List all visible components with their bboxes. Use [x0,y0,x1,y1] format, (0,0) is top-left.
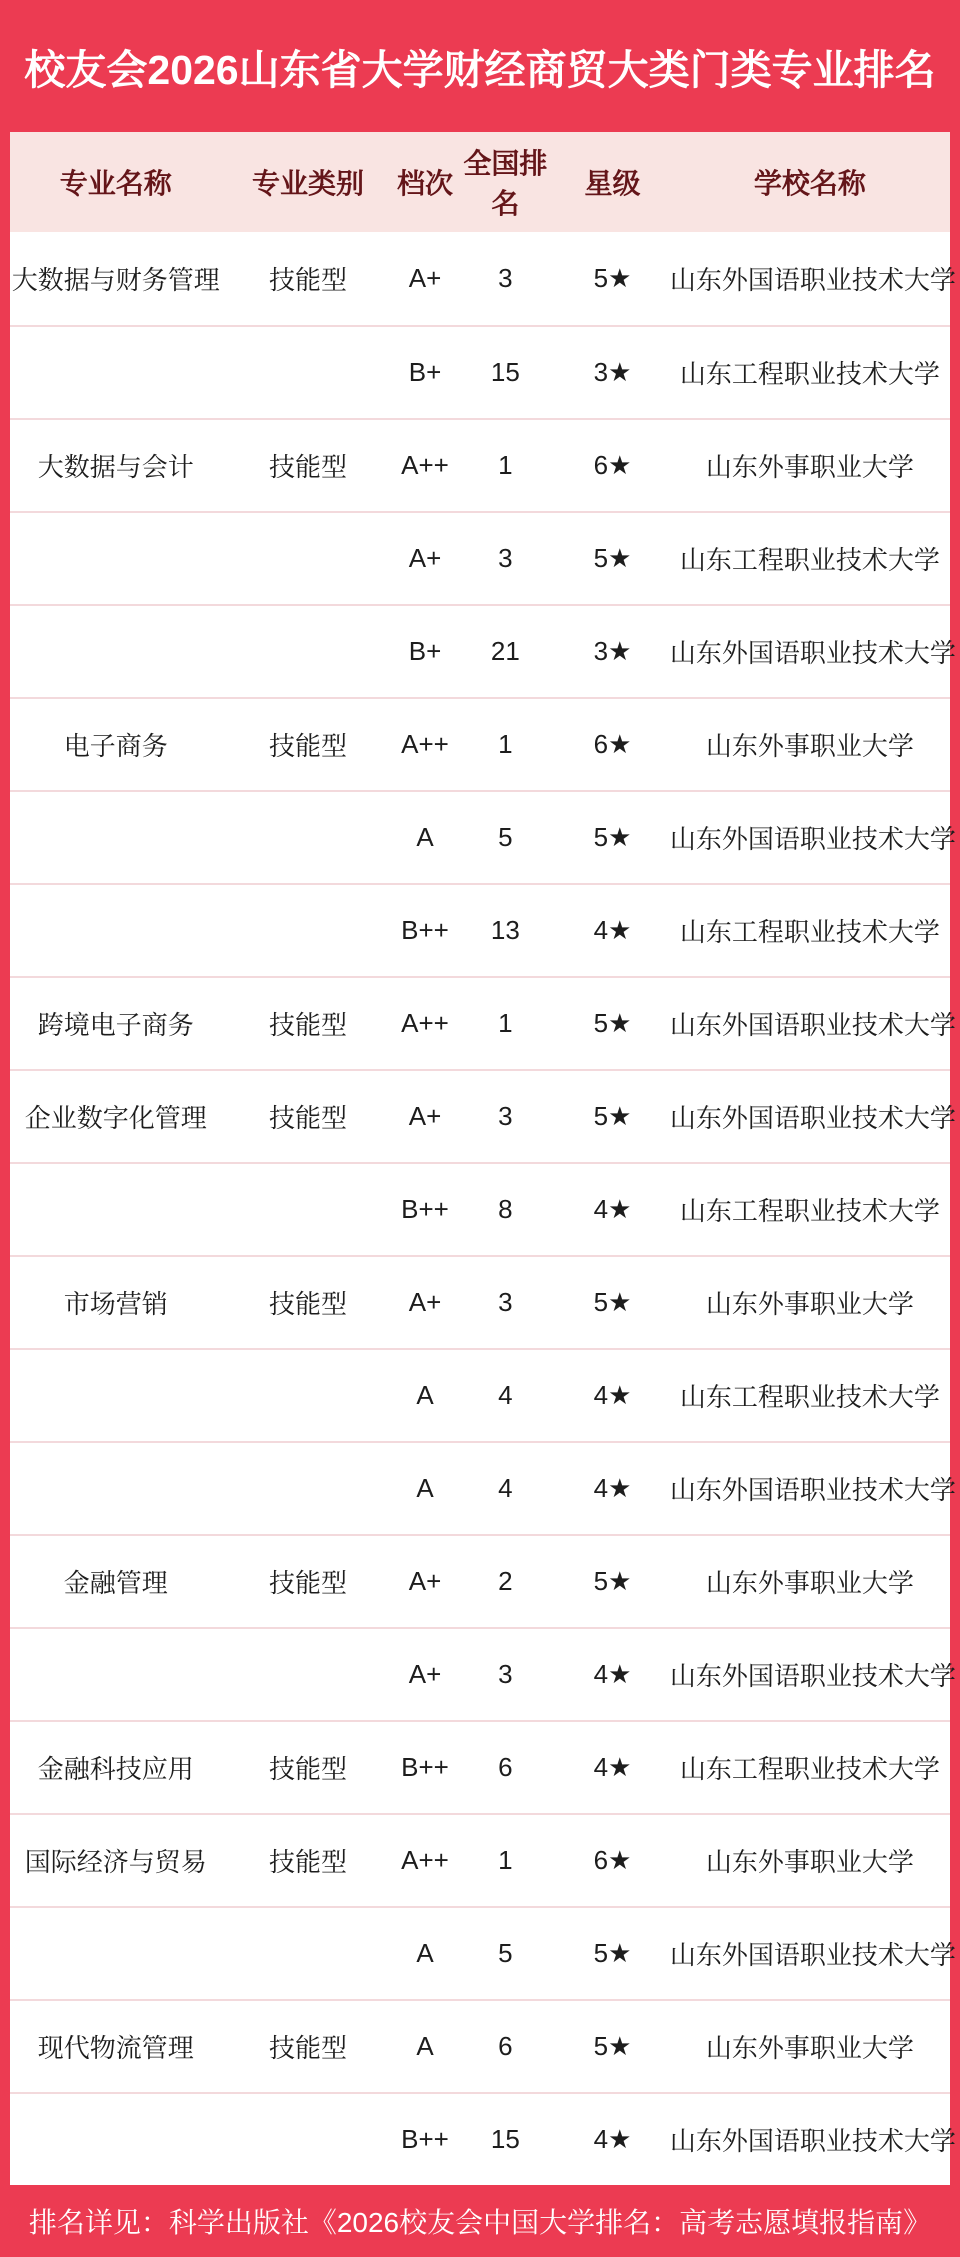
table-row [10,1441,956,1534]
table-row [10,1255,950,1348]
cell-star-level: 4★ [593,1473,632,1503]
table-row [10,1813,950,1906]
table-row [10,604,956,697]
cell-school: 山东外国语职业技术大学 [669,1940,956,1970]
cell-national-rank: 1 [498,729,513,759]
table-header-row [10,132,950,232]
table-body [10,232,956,2185]
cell-school: 山东外事职业大学 [705,731,914,761]
cell-star-level: 4★ [593,1194,632,1224]
cell-grade: A+ [408,1287,442,1317]
cell-school: 山东外事职业大学 [705,2033,914,2063]
cell-national-rank: 3 [498,1101,513,1131]
cell-star-level: 5★ [593,1938,632,1968]
cell-national-rank: 8 [498,1194,513,1224]
cell-grade: A+ [408,263,442,293]
cell-school: 山东外国语职业技术大学 [669,265,956,295]
cell-major: 金融科技应用 [37,1754,194,1784]
cell-school: 山东工程职业技术大学 [679,359,940,389]
cell-grade: B+ [408,636,442,666]
cell-national-rank: 1 [498,450,513,480]
table-row [10,325,950,418]
table-row [10,883,950,976]
cell-national-rank: 2 [498,1566,513,1596]
cell-national-rank: 3 [498,1659,513,1689]
header-cell-category: 专业类别 [251,168,364,199]
cell-grade: A++ [401,450,449,480]
cell-grade: A++ [401,729,449,759]
cell-major: 市场营销 [63,1289,168,1319]
cell-star-level: 3★ [593,357,632,387]
cell-category: 技能型 [268,1847,347,1877]
cell-star-level: 5★ [593,822,632,852]
cell-national-rank: 6 [498,2031,513,2061]
cell-grade: B++ [401,915,449,945]
cell-school: 山东外国语职业技术大学 [669,824,956,854]
cell-national-rank: 3 [498,1287,513,1317]
cell-grade: A++ [401,1008,449,1038]
cell-category: 技能型 [268,1010,347,1040]
cell-national-rank: 5 [498,1938,513,1968]
cell-school: 山东工程职业技术大学 [679,545,940,575]
cell-national-rank: 1 [498,1845,513,1875]
table-row [10,1069,956,1162]
table-row [10,1162,950,1255]
cell-category: 技能型 [268,731,347,761]
cell-school: 山东工程职业技术大学 [679,1754,940,1784]
table-row [10,976,956,1069]
cell-grade: B++ [401,2124,449,2154]
table-row [10,1627,956,1720]
header-cell-school: 学校名称 [753,168,866,199]
cell-grade: B++ [401,1194,449,1224]
cell-grade: A [416,1380,434,1410]
cell-school: 山东外事职业大学 [705,452,914,482]
cell-national-rank: 5 [498,822,513,852]
cell-national-rank: 13 [490,915,520,945]
cell-major: 电子商务 [63,731,168,761]
cell-school: 山东工程职业技术大学 [679,1196,940,1226]
cell-grade: A+ [408,543,442,573]
footer-source-note: 排名详见：科学出版社《2026校友会中国大学排名：高考志愿填报指南》 [28,2207,932,2238]
cell-category: 技能型 [268,452,347,482]
cell-star-level: 5★ [593,1101,632,1131]
cell-school: 山东外事职业大学 [705,1289,914,1319]
cell-major: 跨境电子商务 [37,1010,194,1040]
cell-star-level: 6★ [593,729,632,759]
cell-star-level: 5★ [593,1008,632,1038]
cell-school: 山东工程职业技术大学 [679,917,940,947]
cell-national-rank: 3 [498,263,513,293]
cell-school: 山东外国语职业技术大学 [669,1103,956,1133]
cell-grade: B++ [401,1752,449,1782]
cell-school: 山东外事职业大学 [705,1847,914,1877]
table-row [10,1720,950,1813]
header-cell-star-level: 星级 [584,168,641,199]
cell-grade: A+ [408,1566,442,1596]
cell-star-level: 4★ [593,1659,632,1689]
header-cell-major: 专业名称 [59,168,172,199]
cell-category: 技能型 [268,1754,347,1784]
cell-school: 山东外国语职业技术大学 [669,2126,956,2156]
header-cell-grade: 档次 [396,168,453,199]
cell-grade: A [416,1938,434,1968]
cell-major: 金融管理 [63,1568,168,1598]
cell-star-level: 5★ [593,2031,632,2061]
cell-national-rank: 4 [498,1380,513,1410]
cell-national-rank: 3 [498,543,513,573]
ranking-table [10,132,956,2185]
table-row [10,1999,950,2092]
cell-grade: A [416,822,434,852]
cell-major: 大数据与会计 [37,452,194,482]
table-row [10,1906,956,1999]
table-row [10,2092,956,2185]
cell-category: 技能型 [268,1103,347,1133]
cell-national-rank: 6 [498,1752,513,1782]
cell-grade: A++ [401,1845,449,1875]
cell-major: 现代物流管理 [37,2033,194,2063]
cell-star-level: 5★ [593,543,632,573]
cell-major: 大数据与财务管理 [11,265,220,295]
cell-national-rank: 4 [498,1473,513,1503]
cell-star-level: 5★ [593,1566,632,1596]
page-title: 校友会2026山东省大学财经商贸大类门类专业排名 [24,46,936,93]
cell-grade: A [416,2031,434,2061]
cell-national-rank: 21 [490,636,520,666]
cell-school: 山东工程职业技术大学 [679,1382,940,1412]
cell-school: 山东外国语职业技术大学 [669,638,956,668]
cell-star-level: 6★ [593,450,632,480]
table-row [10,1348,950,1441]
table-row [10,418,950,511]
cell-school: 山东外国语职业技术大学 [669,1475,956,1505]
cell-category: 技能型 [268,1568,347,1598]
cell-category: 技能型 [268,1289,347,1319]
table-row [10,790,956,883]
table-row [10,1534,950,1627]
cell-major: 企业数字化管理 [24,1103,207,1133]
cell-grade: A+ [408,1659,442,1689]
cell-star-level: 4★ [593,915,632,945]
header-cell-national-rank: 全国排名 [463,148,548,219]
cell-school: 山东外国语职业技术大学 [669,1010,956,1040]
cell-school: 山东外事职业大学 [705,1568,914,1598]
cell-star-level: 4★ [593,1380,632,1410]
cell-national-rank: 1 [498,1008,513,1038]
cell-category: 技能型 [268,265,347,295]
table-row [10,697,950,790]
table-row [10,511,950,604]
cell-grade: B+ [408,357,442,387]
cell-star-level: 4★ [593,1752,632,1782]
cell-star-level: 3★ [593,636,632,666]
cell-star-level: 5★ [593,1287,632,1317]
cell-major: 国际经济与贸易 [24,1847,207,1877]
cell-star-level: 5★ [593,263,632,293]
cell-grade: A [416,1473,434,1503]
cell-star-level: 4★ [593,2124,632,2154]
cell-grade: A+ [408,1101,442,1131]
cell-school: 山东外国语职业技术大学 [669,1661,956,1691]
cell-category: 技能型 [268,2033,347,2063]
cell-national-rank: 15 [490,357,520,387]
table-row [10,232,956,325]
cell-star-level: 6★ [593,1845,632,1875]
cell-national-rank: 15 [490,2124,520,2154]
